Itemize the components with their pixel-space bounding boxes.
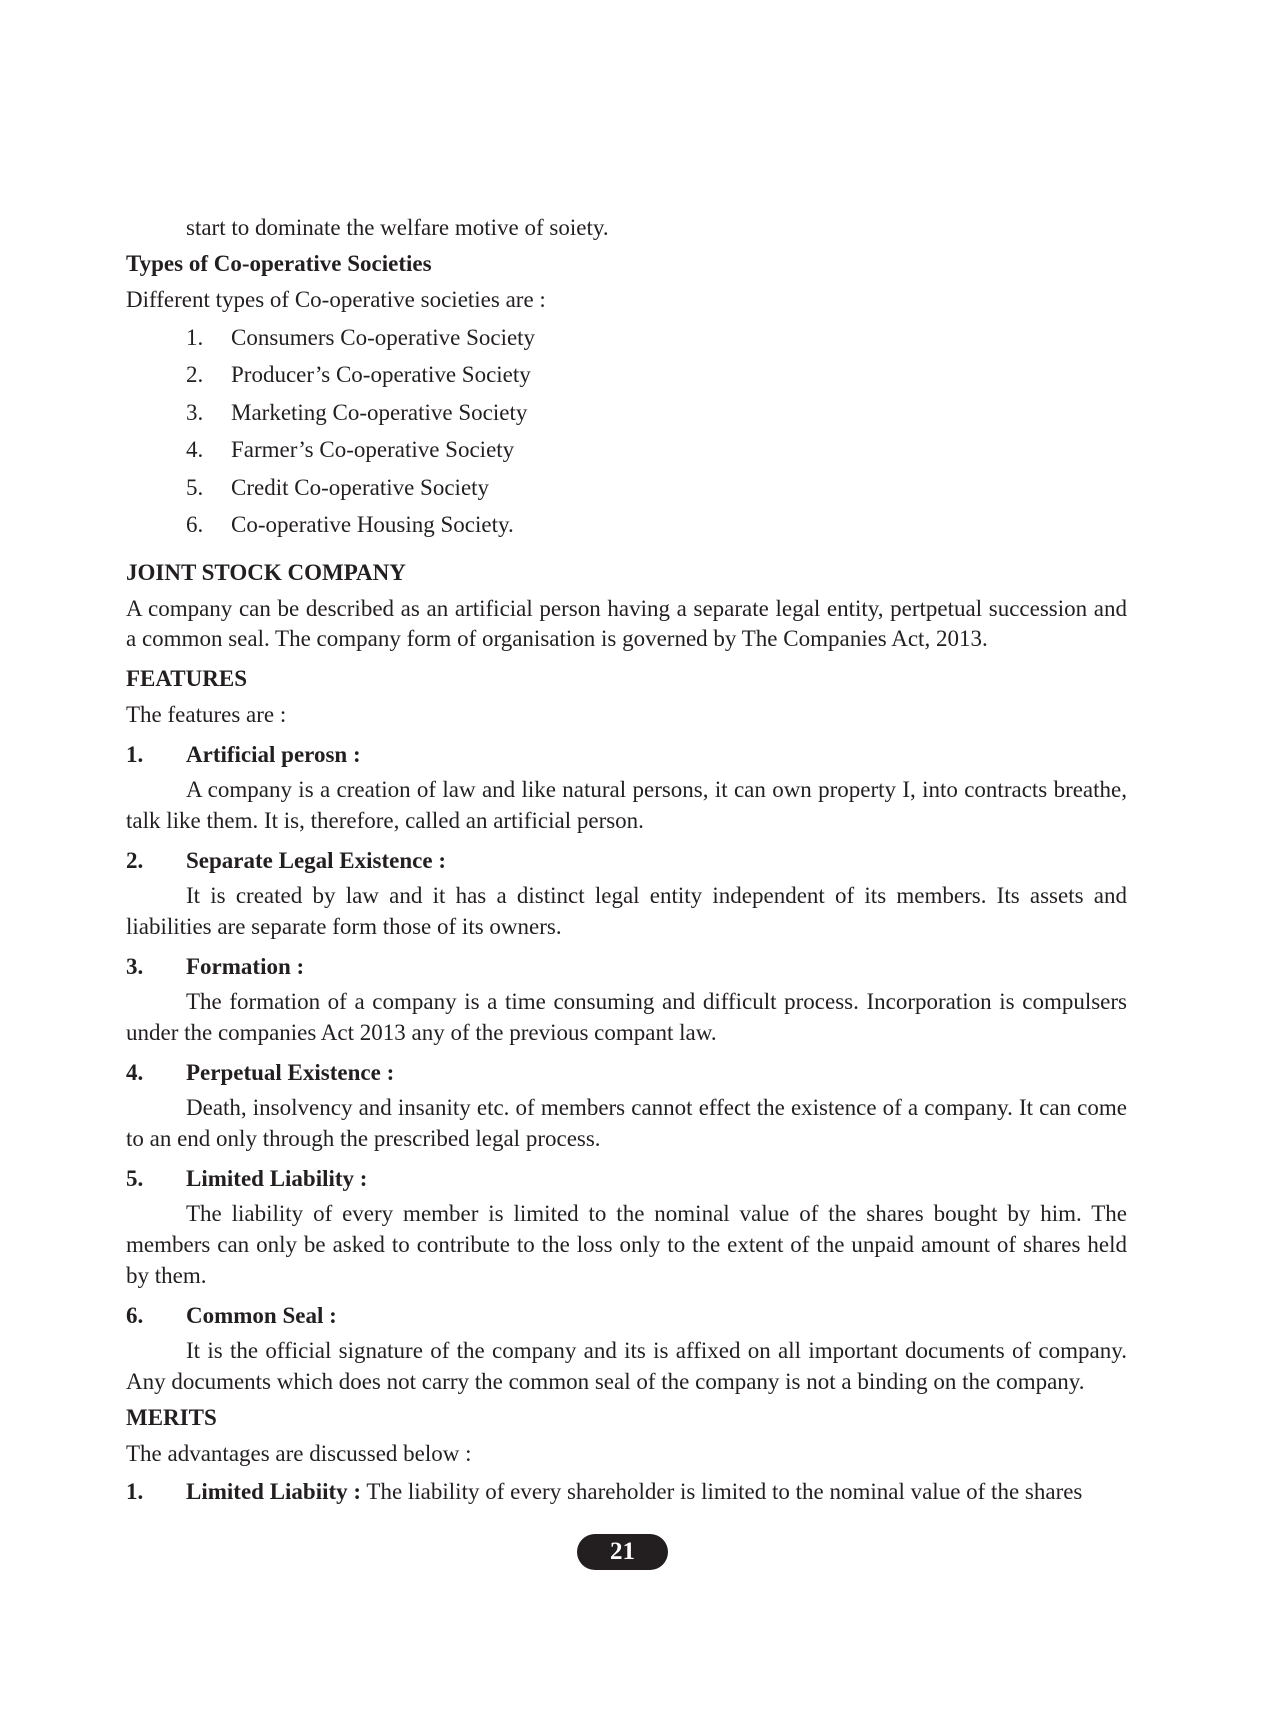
list-item-number: 4. [186,437,204,463]
list-item-text: Credit Co-operative Society [231,474,490,500]
intro-line: start to dominate the welfare motive of soiety. [186,215,609,240]
types-lead: Different types of Co-operative societies are : [126,287,546,312]
features-lead: The features are : [126,702,287,727]
list-item-number: 2. [186,362,204,388]
merit-title: Limited Liabiity : [186,1479,362,1504]
list-item-text: Co-operative Housing Society. [231,512,514,538]
list-item [126,319,1127,357]
list-item [126,357,1127,395]
page-number-badge [577,1534,668,1570]
feature-item [126,844,1127,942]
feature-number: 4. [126,1060,144,1085]
feature-body: It is created by law and it has a distinct legal entity independent of its members. Its assets and liabilities are separate form those of its owners. [126,883,1127,939]
page-number: 21 [610,1538,635,1565]
feature-item [126,1299,1127,1397]
feature-item [126,1056,1127,1154]
list-item-number: 1. [186,324,204,350]
feature-item [126,950,1127,1048]
feature-number: 5. [126,1166,144,1191]
features-heading: FEATURES [126,666,247,691]
feature-number: 2. [126,848,144,873]
types-list [126,319,1127,544]
feature-number: 6. [126,1303,144,1328]
feature-title: Formation : [186,954,305,979]
joint-stock-body: A company can be described as an artificial person having a separate legal entity, pertpetual succession and a common seal. The company form of organisation is governed by The Companies Act, 2013. [126,596,1127,651]
list-item [126,394,1127,432]
feature-body: A company is a creation of law and like natural persons, it can own property I, into contracts breathe, talk like them. It is, therefore, called an artificial person. [126,777,1127,833]
merit-number: 1. [126,1479,144,1504]
list-item [126,432,1127,470]
feature-body: The liability of every member is limited to the nominal value of the shares bought by him. The members can only be asked to contribute to the loss only to the extent of the unpaid amount of shares held by them. [126,1201,1127,1288]
feature-number: 1. [126,742,144,767]
types-heading: Types of Co-operative Societies [126,251,432,276]
list-item-text: Consumers Co-operative Society [231,324,536,350]
feature-title: Artificial perosn : [186,742,361,767]
feature-title: Separate Legal Existence : [186,848,446,873]
list-item-number: 5. [186,474,204,500]
list-item-text: Marketing Co-operative Society [231,399,528,425]
feature-title: Common Seal : [186,1303,337,1328]
page-content [126,213,1127,1507]
list-item-number: 6. [186,512,204,538]
feature-body: The formation of a company is a time consuming and difficult process. Incorporation is compulsers under the companies Act 2013 any of the previous compant law. [126,989,1127,1045]
feature-number: 3. [126,954,144,979]
merit-text [186,1477,1082,1507]
feature-title: Perpetual Existence : [186,1060,395,1085]
merit-body: The liability of every shareholder is limited to the nominal value of the shares [361,1479,1083,1504]
list-item [126,507,1127,545]
feature-item [126,1162,1127,1291]
list-item-text: Producer’s Co-operative Society [231,362,531,388]
feature-body: Death, insolvency and insanity etc. of members cannot effect the existence of a company. It can come to an end only through the prescribed legal process. [126,1095,1127,1151]
feature-body: It is the official signature of the company and its is affixed on all important documents of company. Any documents which does not carry the common seal of the company is not a binding on the company. [126,1338,1127,1394]
joint-stock-heading: JOINT STOCK COMPANY [126,560,406,585]
merits-heading: MERITS [126,1405,217,1430]
feature-title: Limited Liability : [186,1166,368,1191]
merits-lead: The advantages are discussed below : [126,1441,472,1466]
list-item-number: 3. [186,399,204,425]
list-item-text: Farmer’s Co-operative Society [231,437,515,463]
list-item [126,469,1127,507]
merit-item [126,1477,1127,1507]
feature-item [126,738,1127,836]
